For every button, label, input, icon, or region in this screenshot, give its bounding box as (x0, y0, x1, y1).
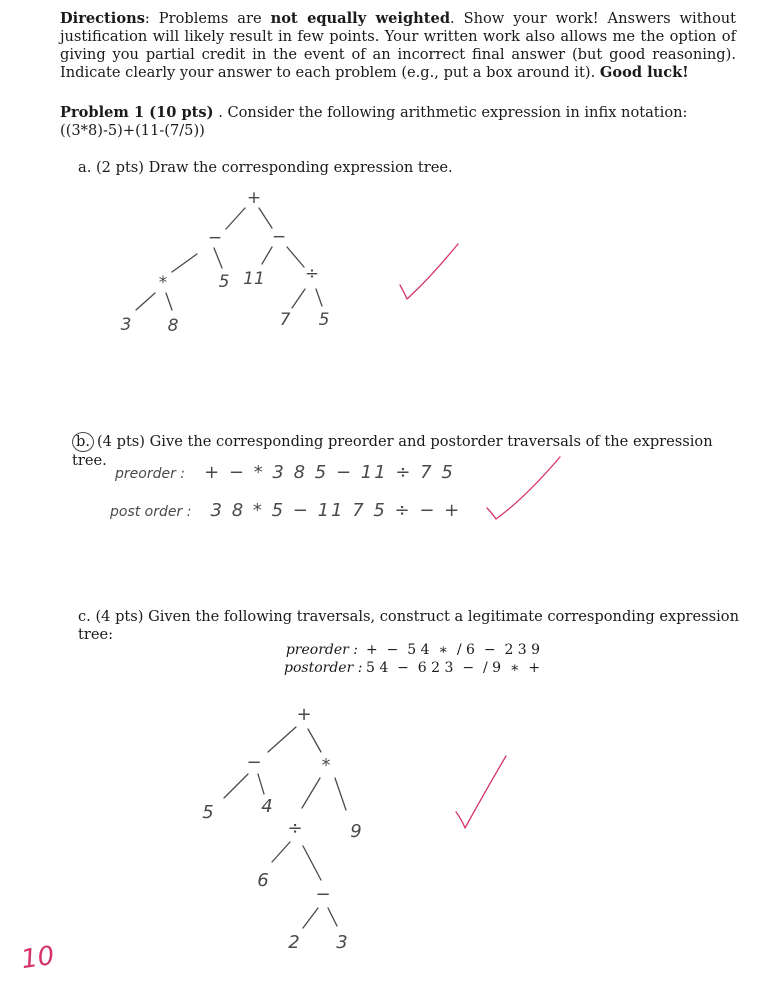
tree-c-edge (328, 908, 337, 926)
tree-c-edge (308, 729, 321, 752)
tree-c-edge (272, 842, 290, 862)
tree-a-edge (259, 208, 272, 228)
tree-c-edge (224, 774, 248, 798)
tree-a-node: 5 (318, 310, 330, 330)
tree-a-node: + (246, 188, 262, 208)
tree-a-edge (214, 248, 222, 268)
directions-bold-2: Good luck! (599, 64, 689, 81)
directions-label: Directions (60, 10, 145, 27)
total-score: 10 (19, 940, 57, 976)
tree-c-node: 2 (288, 932, 300, 953)
postorder-answer-label: post order : (110, 504, 192, 520)
tree-c-edge (303, 908, 318, 928)
tree-a-edge (226, 208, 245, 229)
directions-bold-1: not equally weighted (270, 10, 451, 27)
directions-text-1: : Problems are (144, 10, 271, 27)
tree-c-edge (335, 778, 346, 810)
tree-a-edge (166, 293, 172, 310)
postorder-answer: 3 8 * 5 − 11 7 5 ÷ − + (210, 500, 462, 521)
tree-c-node: 6 (257, 870, 269, 891)
tree-c-node: 4 (261, 796, 273, 817)
tree-a-edge (287, 247, 304, 267)
tree-c-node: 5 (202, 802, 214, 823)
tree-c-edge (303, 846, 321, 880)
tree-c-edge (268, 727, 296, 752)
tree-a-node: − (271, 227, 287, 247)
tree-a-node: 3 (120, 315, 132, 335)
problem-1-label: Problem 1 (10 pts) (60, 104, 214, 121)
part-b-marker: b. (72, 432, 94, 452)
preorder-answer: + − * 3 8 5 − 11 ÷ 7 5 (204, 462, 455, 483)
check-mark-icon (487, 457, 560, 519)
given-postorder-label: postorder : (284, 660, 363, 676)
tree-c-node: * (321, 755, 331, 776)
tree-c-node: 3 (336, 932, 348, 953)
tree-a-node: * (158, 273, 168, 293)
part-b-text: (4 pts) Give the corresponding preorder and postorder traversals of the expression tree. (72, 433, 713, 469)
given-postorder-value: 5 4 − 6 2 3 − / 9 ∗ + (366, 660, 541, 676)
problem-1-text: . Consider the following arithmetic expression in infix notation: (213, 104, 688, 121)
infix-expression: ((3*8)-5)+(11-(7/5)) (60, 122, 205, 139)
tree-c-node: − (315, 884, 331, 905)
tree-a-node: − (207, 228, 223, 248)
tree-a-node: ÷ (304, 264, 320, 284)
tree-a-node: 5 (218, 272, 230, 292)
tree-a-node: 8 (167, 316, 179, 336)
check-mark-icon (456, 756, 506, 828)
tree-a-edge (262, 247, 272, 264)
tree-c-node: 9 (350, 821, 362, 842)
tree-c-node: − (246, 752, 262, 773)
tree-c-node: + (296, 704, 312, 725)
directions-text-2: . Show your work! Answers without justification will likely result in few points. Your written work also allows me the option of giving you partial credit in the event of an incorrect final answer (but good reasoning). Indicate clearly your answer to each problem (e.g., put a box around it). (60, 10, 737, 81)
tree-a-edge (172, 254, 197, 272)
tree-a-edge (316, 289, 322, 306)
given-preorder-label: preorder : (285, 642, 358, 658)
check-mark-icon (400, 244, 458, 299)
tree-a-edge (292, 289, 305, 308)
tree-c-edge (258, 774, 264, 794)
given-preorder-value: + − 5 4 ∗ / 6 − 2 3 9 (366, 642, 541, 658)
tree-a-node: 11 (243, 269, 265, 289)
part-a-question: a. (2 pts) Draw the corresponding expression tree. (78, 159, 453, 176)
tree-a-edge (136, 293, 155, 310)
tree-a-node: 7 (279, 310, 291, 330)
tree-c-node: ÷ (287, 818, 303, 839)
part-c-question: c. (4 pts) Given the following traversals, construct a legitimate corresponding expression tree: (78, 608, 739, 643)
tree-c-edge (302, 778, 320, 808)
preorder-answer-label: preorder : (115, 466, 185, 482)
